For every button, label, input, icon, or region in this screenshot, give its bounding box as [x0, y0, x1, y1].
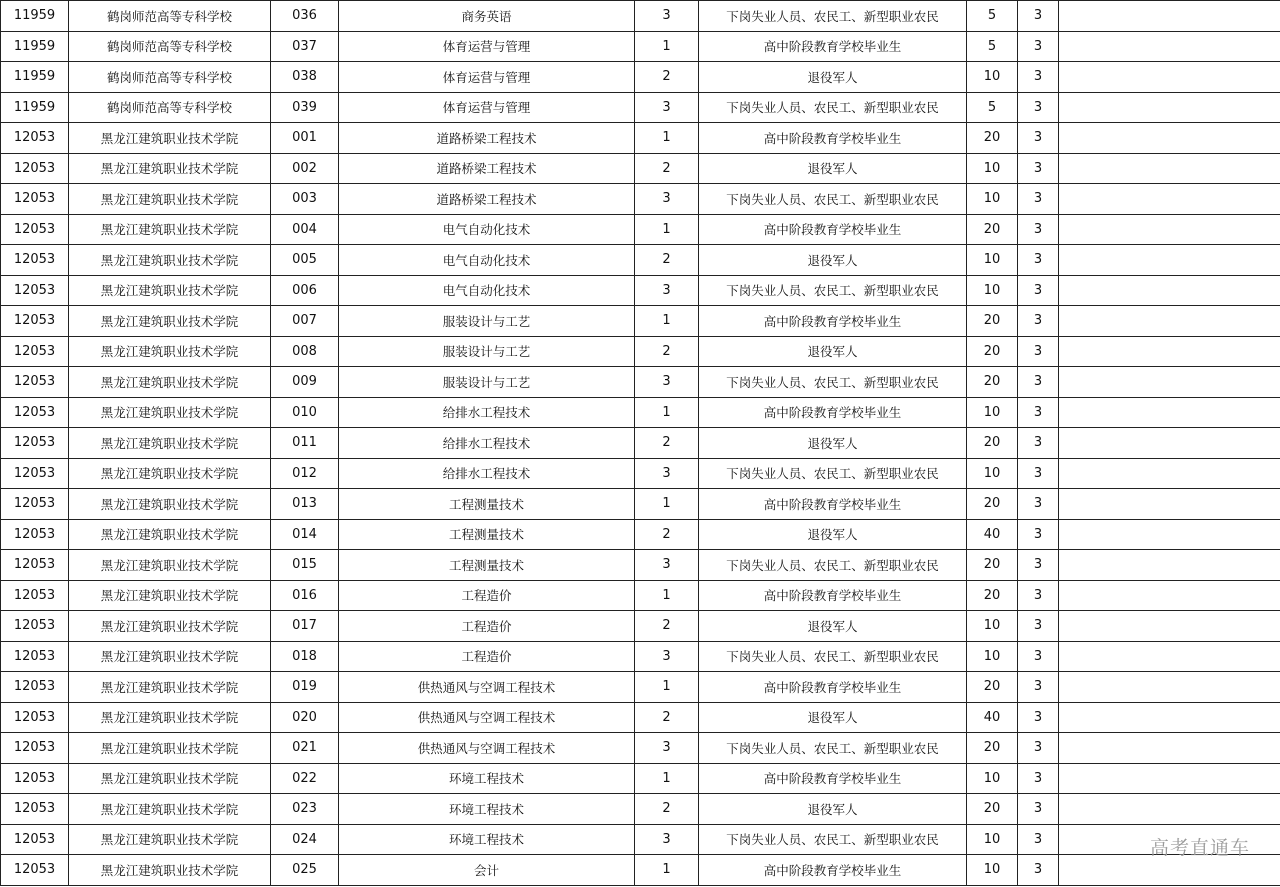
major-code-cell: 015 — [271, 550, 339, 581]
applicant-type-cell: 退役军人 — [699, 62, 967, 93]
school-name-cell: 黑龙江建筑职业技术学院 — [69, 763, 271, 794]
major-name-cell: 服装设计与工艺 — [339, 306, 635, 337]
school-name-cell: 鹤岗师范高等专科学校 — [69, 1, 271, 32]
school-name-cell: 黑龙江建筑职业技术学院 — [69, 794, 271, 825]
table-row — [1, 824, 1280, 855]
school-code-cell: 12053 — [1, 580, 69, 611]
remarks-cell — [1059, 306, 1280, 337]
table-row — [1, 214, 1280, 245]
category-code-cell: 1 — [635, 672, 699, 703]
remarks-cell — [1059, 580, 1280, 611]
remarks-cell — [1059, 733, 1280, 764]
school-name-cell: 黑龙江建筑职业技术学院 — [69, 184, 271, 215]
quota-cell: 10 — [967, 855, 1018, 886]
school-code-cell: 12053 — [1, 214, 69, 245]
duration-cell: 3 — [1018, 611, 1059, 642]
major-name-cell: 会计 — [339, 855, 635, 886]
applicant-type-cell: 高中阶段教育学校毕业生 — [699, 489, 967, 520]
category-code-cell: 1 — [635, 855, 699, 886]
table-row — [1, 184, 1280, 215]
duration-cell: 3 — [1018, 306, 1059, 337]
table-row — [1, 611, 1280, 642]
remarks-cell — [1059, 92, 1280, 123]
school-code-cell: 11959 — [1, 62, 69, 93]
major-code-cell: 036 — [271, 1, 339, 32]
major-name-cell: 体育运营与管理 — [339, 92, 635, 123]
applicant-type-cell: 下岗失业人员、农民工、新型职业农民 — [699, 184, 967, 215]
quota-cell: 20 — [967, 123, 1018, 154]
applicant-type-cell: 退役军人 — [699, 428, 967, 459]
duration-cell: 3 — [1018, 702, 1059, 733]
school-code-cell: 12053 — [1, 123, 69, 154]
school-name-cell: 黑龙江建筑职业技术学院 — [69, 397, 271, 428]
table-row — [1, 763, 1280, 794]
table-row — [1, 306, 1280, 337]
major-code-cell: 022 — [271, 763, 339, 794]
table-row — [1, 397, 1280, 428]
duration-cell: 3 — [1018, 245, 1059, 276]
school-code-cell: 12053 — [1, 184, 69, 215]
category-code-cell: 1 — [635, 306, 699, 337]
major-code-cell: 018 — [271, 641, 339, 672]
major-name-cell: 供热通风与空调工程技术 — [339, 672, 635, 703]
major-name-cell: 体育运营与管理 — [339, 31, 635, 62]
school-code-cell: 12053 — [1, 519, 69, 550]
table-row — [1, 794, 1280, 825]
school-code-cell: 12053 — [1, 458, 69, 489]
applicant-type-cell: 退役军人 — [699, 519, 967, 550]
school-code-cell: 12053 — [1, 672, 69, 703]
major-name-cell: 工程造价 — [339, 641, 635, 672]
quota-cell: 5 — [967, 92, 1018, 123]
major-name-cell: 给排水工程技术 — [339, 428, 635, 459]
school-code-cell: 12053 — [1, 702, 69, 733]
quota-cell: 40 — [967, 702, 1018, 733]
quota-cell: 20 — [967, 214, 1018, 245]
school-code-cell: 12053 — [1, 428, 69, 459]
school-name-cell: 黑龙江建筑职业技术学院 — [69, 672, 271, 703]
duration-cell: 3 — [1018, 489, 1059, 520]
duration-cell: 3 — [1018, 794, 1059, 825]
category-code-cell: 3 — [635, 824, 699, 855]
duration-cell: 3 — [1018, 275, 1059, 306]
school-code-cell: 12053 — [1, 306, 69, 337]
applicant-type-cell: 下岗失业人员、农民工、新型职业农民 — [699, 92, 967, 123]
major-name-cell: 环境工程技术 — [339, 824, 635, 855]
applicant-type-cell: 退役军人 — [699, 794, 967, 825]
school-name-cell: 鹤岗师范高等专科学校 — [69, 62, 271, 93]
major-code-cell: 023 — [271, 794, 339, 825]
major-name-cell: 环境工程技术 — [339, 794, 635, 825]
school-name-cell: 黑龙江建筑职业技术学院 — [69, 489, 271, 520]
major-name-cell: 供热通风与空调工程技术 — [339, 702, 635, 733]
remarks-cell — [1059, 153, 1280, 184]
table-row — [1, 367, 1280, 398]
duration-cell: 3 — [1018, 428, 1059, 459]
remarks-cell — [1059, 611, 1280, 642]
table-row — [1, 641, 1280, 672]
category-code-cell: 1 — [635, 580, 699, 611]
school-name-cell: 鹤岗师范高等专科学校 — [69, 31, 271, 62]
quota-cell: 20 — [967, 489, 1018, 520]
major-code-cell: 019 — [271, 672, 339, 703]
remarks-cell — [1059, 123, 1280, 154]
remarks-cell — [1059, 275, 1280, 306]
duration-cell: 3 — [1018, 763, 1059, 794]
school-code-cell: 12053 — [1, 397, 69, 428]
applicant-type-cell: 高中阶段教育学校毕业生 — [699, 306, 967, 337]
major-name-cell: 工程测量技术 — [339, 519, 635, 550]
school-code-cell: 11959 — [1, 92, 69, 123]
category-code-cell: 1 — [635, 214, 699, 245]
major-code-cell: 002 — [271, 153, 339, 184]
duration-cell: 3 — [1018, 92, 1059, 123]
duration-cell: 3 — [1018, 367, 1059, 398]
school-name-cell: 黑龙江建筑职业技术学院 — [69, 428, 271, 459]
school-name-cell: 黑龙江建筑职业技术学院 — [69, 245, 271, 276]
category-code-cell: 1 — [635, 397, 699, 428]
applicant-type-cell: 退役军人 — [699, 245, 967, 276]
major-name-cell: 道路桥梁工程技术 — [339, 123, 635, 154]
major-name-cell: 电气自动化技术 — [339, 214, 635, 245]
quota-cell: 10 — [967, 397, 1018, 428]
quota-cell: 5 — [967, 1, 1018, 32]
major-name-cell: 供热通风与空调工程技术 — [339, 733, 635, 764]
major-code-cell: 017 — [271, 611, 339, 642]
quota-cell: 10 — [967, 184, 1018, 215]
applicant-type-cell: 下岗失业人员、农民工、新型职业农民 — [699, 367, 967, 398]
major-name-cell: 工程测量技术 — [339, 550, 635, 581]
category-code-cell: 3 — [635, 1, 699, 32]
major-code-cell: 005 — [271, 245, 339, 276]
major-name-cell: 工程造价 — [339, 580, 635, 611]
remarks-cell — [1059, 245, 1280, 276]
major-code-cell: 007 — [271, 306, 339, 337]
applicant-type-cell: 退役军人 — [699, 153, 967, 184]
school-code-cell: 12053 — [1, 763, 69, 794]
remarks-cell — [1059, 336, 1280, 367]
major-name-cell: 服装设计与工艺 — [339, 367, 635, 398]
major-code-cell: 021 — [271, 733, 339, 764]
quota-cell: 20 — [967, 336, 1018, 367]
duration-cell: 3 — [1018, 31, 1059, 62]
duration-cell: 3 — [1018, 214, 1059, 245]
quota-cell: 10 — [967, 245, 1018, 276]
remarks-cell — [1059, 519, 1280, 550]
table-row — [1, 123, 1280, 154]
table-row — [1, 733, 1280, 764]
school-code-cell: 12053 — [1, 153, 69, 184]
duration-cell: 3 — [1018, 550, 1059, 581]
duration-cell: 3 — [1018, 580, 1059, 611]
quota-cell: 10 — [967, 824, 1018, 855]
category-code-cell: 3 — [635, 733, 699, 764]
duration-cell: 3 — [1018, 519, 1059, 550]
applicant-type-cell: 高中阶段教育学校毕业生 — [699, 214, 967, 245]
school-name-cell: 鹤岗师范高等专科学校 — [69, 92, 271, 123]
major-name-cell: 道路桥梁工程技术 — [339, 184, 635, 215]
remarks-cell — [1059, 214, 1280, 245]
remarks-cell — [1059, 763, 1280, 794]
table-row — [1, 519, 1280, 550]
category-code-cell: 3 — [635, 458, 699, 489]
quota-cell: 10 — [967, 62, 1018, 93]
school-code-cell: 11959 — [1, 1, 69, 32]
category-code-cell: 2 — [635, 702, 699, 733]
school-code-cell: 12053 — [1, 611, 69, 642]
quota-cell: 5 — [967, 31, 1018, 62]
table-row — [1, 245, 1280, 276]
major-name-cell: 给排水工程技术 — [339, 397, 635, 428]
remarks-cell — [1059, 31, 1280, 62]
remarks-cell — [1059, 672, 1280, 703]
duration-cell: 3 — [1018, 184, 1059, 215]
applicant-type-cell: 下岗失业人员、农民工、新型职业农民 — [699, 275, 967, 306]
table-row — [1, 672, 1280, 703]
school-code-cell: 12053 — [1, 336, 69, 367]
school-name-cell: 黑龙江建筑职业技术学院 — [69, 855, 271, 886]
remarks-cell — [1059, 367, 1280, 398]
applicant-type-cell: 下岗失业人员、农民工、新型职业农民 — [699, 824, 967, 855]
table-row — [1, 702, 1280, 733]
remarks-cell — [1059, 489, 1280, 520]
category-code-cell: 2 — [635, 336, 699, 367]
duration-cell: 3 — [1018, 123, 1059, 154]
table-row — [1, 580, 1280, 611]
remarks-cell — [1059, 641, 1280, 672]
remarks-cell — [1059, 1, 1280, 32]
category-code-cell: 3 — [635, 275, 699, 306]
quota-cell: 20 — [967, 367, 1018, 398]
applicant-type-cell: 退役军人 — [699, 702, 967, 733]
school-code-cell: 12053 — [1, 733, 69, 764]
major-code-cell: 004 — [271, 214, 339, 245]
major-code-cell: 010 — [271, 397, 339, 428]
school-name-cell: 黑龙江建筑职业技术学院 — [69, 519, 271, 550]
major-code-cell: 024 — [271, 824, 339, 855]
applicant-type-cell: 退役军人 — [699, 611, 967, 642]
remarks-cell — [1059, 794, 1280, 825]
major-code-cell: 039 — [271, 92, 339, 123]
duration-cell: 3 — [1018, 733, 1059, 764]
quota-cell: 20 — [967, 306, 1018, 337]
quota-cell: 20 — [967, 733, 1018, 764]
quota-cell: 10 — [967, 153, 1018, 184]
category-code-cell: 1 — [635, 763, 699, 794]
school-name-cell: 黑龙江建筑职业技术学院 — [69, 153, 271, 184]
quota-cell: 20 — [967, 794, 1018, 825]
table-row — [1, 336, 1280, 367]
category-code-cell: 3 — [635, 367, 699, 398]
school-name-cell: 黑龙江建筑职业技术学院 — [69, 733, 271, 764]
table-row — [1, 62, 1280, 93]
category-code-cell: 1 — [635, 31, 699, 62]
major-name-cell: 电气自动化技术 — [339, 275, 635, 306]
quota-cell: 10 — [967, 611, 1018, 642]
major-code-cell: 011 — [271, 428, 339, 459]
school-code-cell: 11959 — [1, 31, 69, 62]
applicant-type-cell: 高中阶段教育学校毕业生 — [699, 855, 967, 886]
quota-cell: 40 — [967, 519, 1018, 550]
school-code-cell: 12053 — [1, 824, 69, 855]
table-row — [1, 1, 1280, 32]
school-name-cell: 黑龙江建筑职业技术学院 — [69, 123, 271, 154]
school-name-cell: 黑龙江建筑职业技术学院 — [69, 275, 271, 306]
quota-cell: 20 — [967, 428, 1018, 459]
applicant-type-cell: 下岗失业人员、农民工、新型职业农民 — [699, 458, 967, 489]
category-code-cell: 1 — [635, 123, 699, 154]
table-row — [1, 31, 1280, 62]
category-code-cell: 3 — [635, 641, 699, 672]
major-name-cell: 工程造价 — [339, 611, 635, 642]
quota-cell: 20 — [967, 550, 1018, 581]
remarks-cell — [1059, 428, 1280, 459]
school-name-cell: 黑龙江建筑职业技术学院 — [69, 306, 271, 337]
table-row — [1, 489, 1280, 520]
major-code-cell: 001 — [271, 123, 339, 154]
major-code-cell: 013 — [271, 489, 339, 520]
applicant-type-cell: 下岗失业人员、农民工、新型职业农民 — [699, 550, 967, 581]
category-code-cell: 2 — [635, 519, 699, 550]
category-code-cell: 2 — [635, 611, 699, 642]
major-name-cell: 电气自动化技术 — [339, 245, 635, 276]
school-code-cell: 12053 — [1, 794, 69, 825]
duration-cell: 3 — [1018, 336, 1059, 367]
applicant-type-cell: 退役军人 — [699, 336, 967, 367]
duration-cell: 3 — [1018, 641, 1059, 672]
major-code-cell: 003 — [271, 184, 339, 215]
remarks-cell — [1059, 62, 1280, 93]
duration-cell: 3 — [1018, 458, 1059, 489]
school-code-cell: 12053 — [1, 641, 69, 672]
remarks-cell — [1059, 184, 1280, 215]
school-code-cell: 12053 — [1, 367, 69, 398]
table-row — [1, 458, 1280, 489]
major-name-cell: 环境工程技术 — [339, 763, 635, 794]
major-code-cell: 038 — [271, 62, 339, 93]
quota-cell: 20 — [967, 672, 1018, 703]
major-code-cell: 025 — [271, 855, 339, 886]
table-row — [1, 855, 1280, 886]
duration-cell: 3 — [1018, 62, 1059, 93]
watermark-logo: 高考直通车 — [1149, 837, 1250, 859]
category-code-cell: 2 — [635, 62, 699, 93]
applicant-type-cell: 高中阶段教育学校毕业生 — [699, 580, 967, 611]
applicant-type-cell: 下岗失业人员、农民工、新型职业农民 — [699, 1, 967, 32]
table-row — [1, 92, 1280, 123]
duration-cell: 3 — [1018, 1, 1059, 32]
major-name-cell: 体育运营与管理 — [339, 62, 635, 93]
school-code-cell: 12053 — [1, 550, 69, 581]
duration-cell: 3 — [1018, 855, 1059, 886]
applicant-type-cell: 高中阶段教育学校毕业生 — [699, 123, 967, 154]
major-name-cell: 服装设计与工艺 — [339, 336, 635, 367]
quota-cell: 10 — [967, 275, 1018, 306]
category-code-cell: 2 — [635, 794, 699, 825]
applicant-type-cell: 高中阶段教育学校毕业生 — [699, 397, 967, 428]
applicant-type-cell: 下岗失业人员、农民工、新型职业农民 — [699, 733, 967, 764]
applicant-type-cell: 高中阶段教育学校毕业生 — [699, 672, 967, 703]
table-row — [1, 153, 1280, 184]
remarks-cell — [1059, 397, 1280, 428]
school-name-cell: 黑龙江建筑职业技术学院 — [69, 214, 271, 245]
school-code-cell: 12053 — [1, 275, 69, 306]
school-name-cell: 黑龙江建筑职业技术学院 — [69, 367, 271, 398]
major-code-cell: 009 — [271, 367, 339, 398]
school-name-cell: 黑龙江建筑职业技术学院 — [69, 611, 271, 642]
school-name-cell: 黑龙江建筑职业技术学院 — [69, 824, 271, 855]
major-code-cell: 006 — [271, 275, 339, 306]
remarks-cell — [1059, 458, 1280, 489]
category-code-cell: 3 — [635, 184, 699, 215]
school-code-cell: 12053 — [1, 855, 69, 886]
major-code-cell: 016 — [271, 580, 339, 611]
category-code-cell: 2 — [635, 428, 699, 459]
major-name-cell: 商务英语 — [339, 1, 635, 32]
school-code-cell: 12053 — [1, 245, 69, 276]
duration-cell: 3 — [1018, 672, 1059, 703]
quota-cell: 20 — [967, 580, 1018, 611]
school-name-cell: 黑龙江建筑职业技术学院 — [69, 641, 271, 672]
remarks-cell — [1059, 550, 1280, 581]
table-row — [1, 428, 1280, 459]
major-name-cell: 道路桥梁工程技术 — [339, 153, 635, 184]
category-code-cell: 1 — [635, 489, 699, 520]
quota-cell: 10 — [967, 458, 1018, 489]
category-code-cell: 3 — [635, 92, 699, 123]
table-row — [1, 550, 1280, 581]
school-name-cell: 黑龙江建筑职业技术学院 — [69, 702, 271, 733]
major-code-cell: 008 — [271, 336, 339, 367]
category-code-cell: 3 — [635, 550, 699, 581]
quota-cell: 10 — [967, 763, 1018, 794]
major-code-cell: 037 — [271, 31, 339, 62]
duration-cell: 3 — [1018, 824, 1059, 855]
major-name-cell: 给排水工程技术 — [339, 458, 635, 489]
duration-cell: 3 — [1018, 397, 1059, 428]
school-name-cell: 黑龙江建筑职业技术学院 — [69, 580, 271, 611]
quota-cell: 10 — [967, 641, 1018, 672]
school-name-cell: 黑龙江建筑职业技术学院 — [69, 336, 271, 367]
school-code-cell: 12053 — [1, 489, 69, 520]
major-code-cell: 020 — [271, 702, 339, 733]
major-code-cell: 012 — [271, 458, 339, 489]
table-body — [1, 1, 1280, 886]
applicant-type-cell: 高中阶段教育学校毕业生 — [699, 763, 967, 794]
duration-cell: 3 — [1018, 153, 1059, 184]
table-row — [1, 275, 1280, 306]
school-name-cell: 黑龙江建筑职业技术学院 — [69, 550, 271, 581]
category-code-cell: 2 — [635, 153, 699, 184]
applicant-type-cell: 高中阶段教育学校毕业生 — [699, 31, 967, 62]
school-name-cell: 黑龙江建筑职业技术学院 — [69, 458, 271, 489]
category-code-cell: 2 — [635, 245, 699, 276]
major-code-cell: 014 — [271, 519, 339, 550]
major-name-cell: 工程测量技术 — [339, 489, 635, 520]
applicant-type-cell: 下岗失业人员、农民工、新型职业农民 — [699, 641, 967, 672]
remarks-cell — [1059, 702, 1280, 733]
